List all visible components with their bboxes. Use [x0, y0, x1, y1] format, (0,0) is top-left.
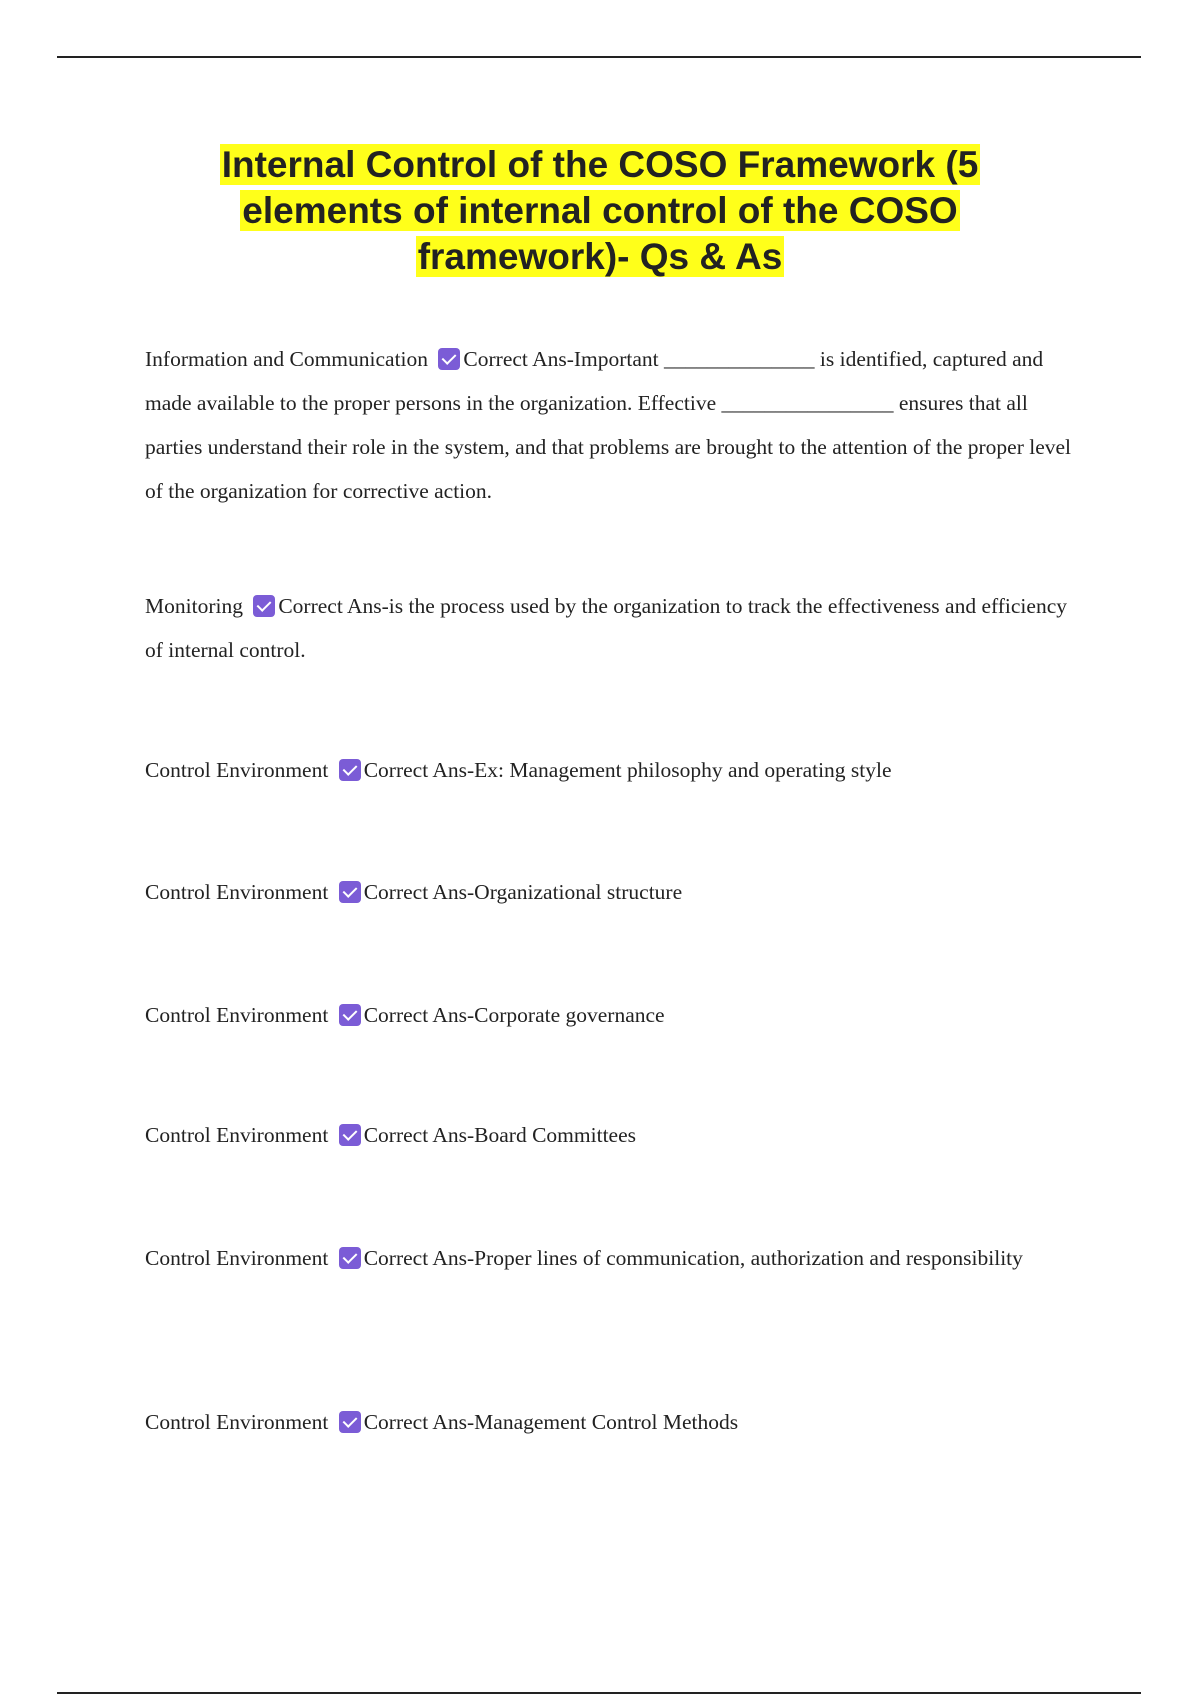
checkbox-checked-icon: [339, 881, 361, 903]
title-text: Internal Control of the COSO Framework (5 elements of internal control of the COSO framework)- Qs & As: [221, 144, 979, 277]
term: Control Environment: [145, 1003, 329, 1027]
checkbox-checked-icon: [339, 1411, 361, 1433]
answer: Correct Ans-Organizational structure: [363, 880, 683, 904]
checkbox-checked-icon: [339, 1247, 361, 1269]
top-rule: [57, 56, 1141, 58]
qa-item: [145, 993, 1080, 1037]
qa-item: [145, 337, 1080, 513]
term: Control Environment: [145, 1246, 329, 1270]
qa-item: [145, 1236, 1080, 1280]
document-title: [150, 142, 1050, 280]
qa-item: [145, 748, 1080, 792]
answer: Correct Ans-Corporate governance: [363, 1003, 665, 1027]
answer: Correct Ans-Ex: Management philosophy and operating style: [363, 758, 892, 782]
term: Monitoring: [145, 594, 243, 618]
answer: Correct Ans-Management Control Methods: [363, 1410, 739, 1434]
checkbox-checked-icon: [253, 595, 275, 617]
answer: Correct Ans-Important ______________ is identified, captured and made available to the proper persons in the organization. Effective ________________ ensures that all parties understand their role in the system, and that problems are brought to the attention of the proper level of the organization for corrective action.: [145, 347, 1072, 503]
checkbox-checked-icon: [339, 759, 361, 781]
answer: Correct Ans-Board Committees: [363, 1123, 636, 1147]
bottom-rule: [57, 1692, 1141, 1694]
checkbox-checked-icon: [339, 1004, 361, 1026]
answer: Correct Ans-is the process used by the organization to track the effectiveness and efficiency of internal control.: [145, 594, 1067, 662]
answer: Correct Ans-Proper lines of communication, authorization and responsibility: [363, 1246, 1023, 1270]
checkbox-checked-icon: [438, 348, 460, 370]
term: Control Environment: [145, 758, 329, 782]
checkbox-checked-icon: [339, 1124, 361, 1146]
qa-item: [145, 870, 1080, 914]
term: Control Environment: [145, 1123, 329, 1147]
qa-item: [145, 1400, 1080, 1444]
term: Control Environment: [145, 880, 329, 904]
qa-item: [145, 584, 1080, 672]
term: Control Environment: [145, 1410, 329, 1434]
qa-item: [145, 1113, 1080, 1157]
term: Information and Communication: [145, 347, 429, 371]
